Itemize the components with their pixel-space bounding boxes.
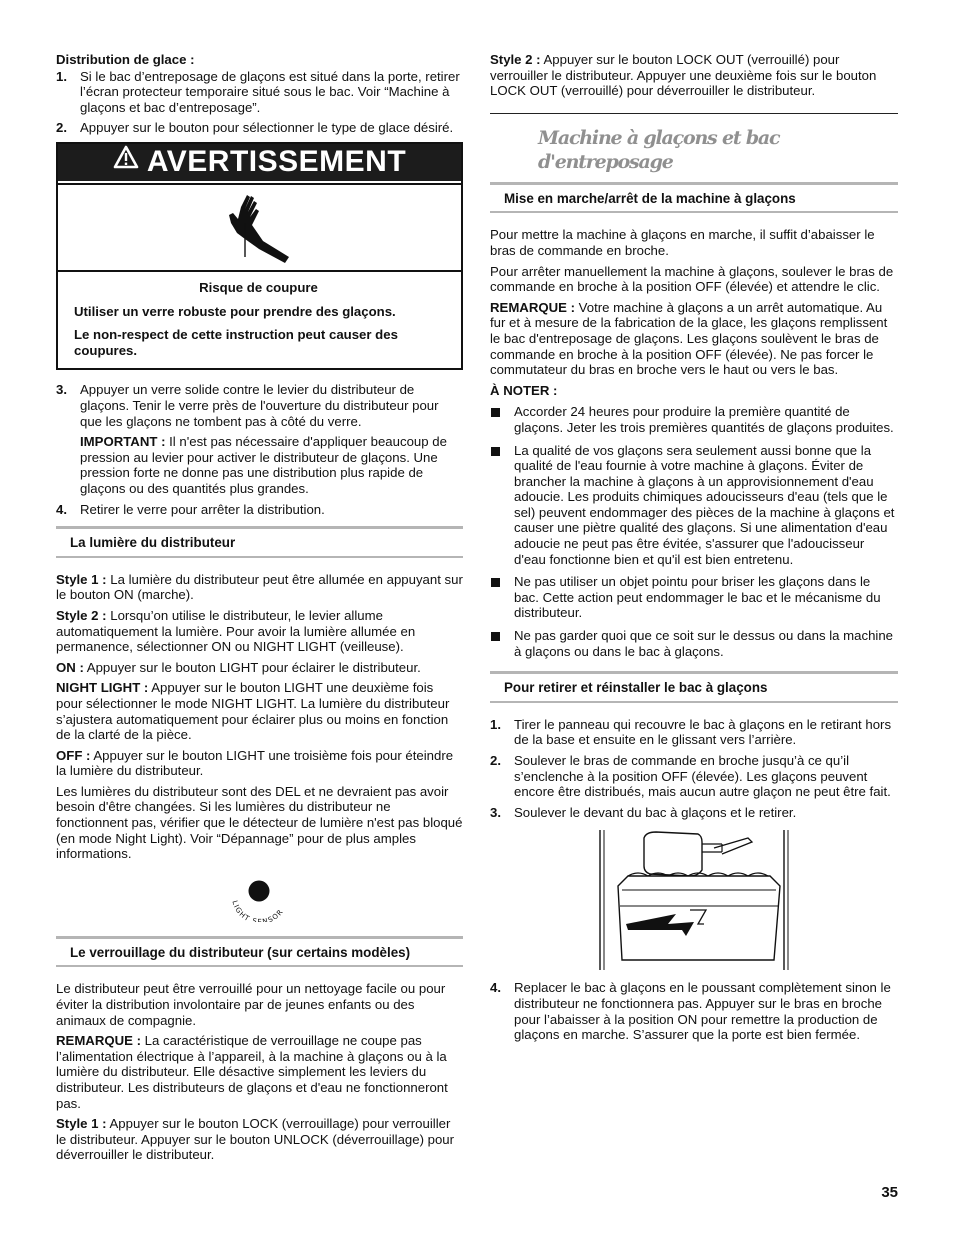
label: Style 2 : <box>490 52 541 67</box>
list-item <box>56 502 463 518</box>
paragraph <box>56 748 463 779</box>
important-note <box>80 434 463 496</box>
paragraph: Pour arrêter manuellement la machine à glaçons, soulever le bras de commande en broche à la position OFF (élevée) et attendre le clic. <box>490 263 894 295</box>
bullet-text: Ne pas utiliser un objet pointu pour briser les glaçons dans le bac. Cette action peut endommager le bac et le mécanisme du distributeur. <box>514 574 881 621</box>
list-item <box>490 574 898 621</box>
paragraph <box>56 572 463 603</box>
paragraph <box>56 608 463 655</box>
bullet-text: La qualité de vos glaçons sera seulement aussi bonne que la qualité de l'eau fournie à votre machine à glaçons. Éviter de brancher la machine à glaçons à un approvisionnement d'eau adoucie. Les produits chimiques adoucisseurs d'eau (tels que le sel) peuvent endommager des pièces de la machine à glaçons et causer une piètre qualité des glaçons. Si une alimentation d'eau adoucie ne peut pas être évitée, s'assurer que l'adoucisseur d'eau fonctionne bien et qu'il est bien entretenu. <box>514 442 895 567</box>
paragraph <box>56 1033 463 1111</box>
paragraph <box>56 660 463 676</box>
left-column <box>56 52 463 1168</box>
step-number: 2. <box>56 120 67 136</box>
onoff-section-title: Mise en marche/arrêt de la machine à glaçons <box>490 182 898 214</box>
step-number: 4. <box>56 501 67 517</box>
lock-section-title: Le verrouillage du distributeur (sur certains modèles) <box>56 936 463 968</box>
bullet-icon <box>491 578 500 587</box>
warning-risk: Risque de coupure <box>199 280 318 296</box>
paragraph <box>490 300 898 378</box>
warning-line-2: Le non-respect de cette instruction peut causer des coupures. <box>74 327 398 358</box>
paragraph <box>56 1116 463 1163</box>
label: REMARQUE : <box>490 299 575 315</box>
label: Style 1 : <box>56 1116 107 1132</box>
important-text: Il n'est pas nécessaire d'appliquer beaucoup de pression au levier pour activer le distributeur de glaçons. Une pression forte ne donne pas une distribution plus rapide de glaçons ou des quantités plus grandes. <box>80 434 447 496</box>
text: La lumière du distributeur peut être allumée en appuyant sur le bouton ON (marche). <box>56 571 463 603</box>
list-item <box>56 382 463 496</box>
svg-text:LIGHT SENSOR <box>230 899 285 921</box>
warning-body <box>58 272 461 368</box>
step-number: 1. <box>490 716 501 732</box>
warning-box <box>56 142 463 370</box>
right-column <box>490 52 898 1048</box>
divider <box>490 113 898 114</box>
label: REMARQUE : <box>56 1033 141 1049</box>
warning-title: AVERTISSEMENT <box>146 144 407 178</box>
remove-section-title: Pour retirer et réinstaller le bac à glaçons <box>490 671 898 703</box>
ice-bin-illustration <box>598 830 790 970</box>
light-sensor-figure <box>56 874 463 922</box>
hand-cut-icon <box>58 183 461 272</box>
list-item <box>490 753 898 800</box>
light-sensor-label: LIGHT SENSOR <box>230 899 286 922</box>
list-item <box>490 628 898 659</box>
lock-intro: Le distributeur peut être verrouillé pour un nettoyage facile ou pour éviter la distribution involontaire par de jeunes enfants ou des animaux de compagnie. <box>56 981 446 1028</box>
label: OFF : <box>56 747 91 763</box>
step-text: Appuyer sur le bouton pour sélectionner le type de glace désiré. <box>80 120 454 136</box>
icemaker-title: Machine à glaçons et bac d'entreposage <box>538 126 780 173</box>
label: NIGHT LIGHT : <box>56 680 149 696</box>
lock-style2 <box>490 52 898 99</box>
bullet-text: Ne pas garder quoi que ce soit sur le dessus ou dans la machine à glaçons ou dans le bac à glaçons. <box>514 628 893 659</box>
list-item <box>490 805 898 821</box>
text: La caractéristique de verrouillage ne coupe pas l’alimentation électrique à l’appareil, à la machine à glaçons ou à la lumière du distributeur. Elle désactive simplement les leviers du distributeur. Les distributeurs de glaçons et d'eau ne fonctionneront pas. <box>56 1033 448 1111</box>
step-text: Soulever le bras de commande en broche jusqu’à ce qu’il s’enclenche à la position OFF (élevée). Les glaçons peuvent encore être distribués, mais aucun autre glaçon ne peut être fait. <box>514 753 891 800</box>
list-item <box>56 120 463 136</box>
warning-line-1: Utiliser un verre robuste pour prendre des glaçons. <box>74 303 396 319</box>
list-item <box>490 443 898 568</box>
bullet-text: Accorder 24 heures pour produire la première quantité de glaçons. Jeter les trois premières quantités de glaçons produites. <box>514 404 894 435</box>
step-text: Si le bac d’entreposage de glaçons est situé dans la porte, retirer l’écran protecteur temporaire situé sous le bac. Voir “Machine à glaçons et bac d’entreposage”. <box>80 68 460 115</box>
step-text: Retirer le verre pour arrêter la distribution. <box>80 501 325 517</box>
text: Appuyer sur le bouton LOCK (verrouillage) pour verrouiller le distributeur. Appuyer sur le bouton UNLOCK (déverrouillage) pour déverrouiller le distributeur. <box>56 1116 455 1163</box>
paragraph: Pour mettre la machine à glaçons en marche, il suffit d’abaisser le bras de commande en broche. <box>490 227 875 258</box>
text: Appuyer sur le bouton LIGHT une deuxième fois pour sélectionner le mode NIGHT LIGHT. La lumière du distributeur s’ajustera automatiquement pour éclairer plus ou moins en fonction de la clarté de la pièce. <box>56 680 450 743</box>
bullet-icon <box>491 447 500 456</box>
list-item <box>490 404 898 435</box>
ice-dispense-heading: Distribution de glace : <box>56 52 195 67</box>
text: Appuyer sur le bouton LOCK OUT (verrouillé) pour verrouiller le distributeur. Appuyer une deuxième fois sur le bouton LOCK OUT (verrouillé) pour déverrouiller le distributeur. <box>490 52 877 99</box>
light-section-title: La lumière du distributeur <box>56 526 463 558</box>
list-item <box>490 980 898 1042</box>
list-item <box>56 69 463 116</box>
step-number: 3. <box>490 804 501 820</box>
note-label: À NOTER : <box>490 382 558 398</box>
text: Appuyer sur le bouton LIGHT une troisième fois pour éteindre la lumière du distributeur. <box>56 747 454 779</box>
bullet-icon <box>491 632 500 641</box>
led-paragraph: Les lumières du distributeur sont des DEL et ne devraient pas avoir besoin d'être changées. Si les lumières du distributeur ne fonctionnent pas, vérifier que le détecteur de lumière n'est pas bloqué (en mode Night Light). Voir “Dépannage” pour de plus amples informations. <box>56 783 463 862</box>
light-sensor-icon <box>249 880 270 901</box>
step-number: 3. <box>56 382 67 398</box>
step-text: Tirer le panneau qui recouvre le bac à glaçons en le retirant hors de la base et ensuite en le glissant vers l’arrière. <box>514 716 892 748</box>
warning-triangle-icon <box>113 142 139 178</box>
label: ON : <box>56 659 84 675</box>
warning-header <box>58 144 461 181</box>
important-label: IMPORTANT : <box>80 434 166 450</box>
text: Lorsqu’on utilise le distributeur, le levier allume automatiquement la lumière. Pour avoir la lumière allumée en permanence, sélectionner ON ou NIGHT LIGHT (veilleuse). <box>56 607 416 655</box>
label: Style 2 : <box>56 607 107 623</box>
list-item <box>490 717 898 748</box>
step-number: 4. <box>490 980 501 996</box>
step-text: Replacer le bac à glaçons en le poussant complètement sinon le distributeur ne fonctionnera pas. Appuyer sur le bras en broche pour l’abaisser à la position ON pour remettre la production de glaçons en marche. S’assurer que la porte est bien fermée. <box>514 980 891 1043</box>
step-number: 1. <box>56 68 67 84</box>
page-number: 35 <box>881 1184 898 1201</box>
paragraph <box>56 680 463 742</box>
bullet-icon <box>491 408 500 417</box>
text: Appuyer sur le bouton LIGHT pour éclairer le distributeur. <box>83 659 421 675</box>
step-text: Appuyer un verre solide contre le levier du distributeur de glaçons. Tenir le verre près de l'ouverture du distributeur pour que les glaçons ne tombent pas à côté du verre. <box>80 382 439 429</box>
step-text: Soulever le devant du bac à glaçons et le retirer. <box>514 804 797 820</box>
step-number: 2. <box>490 753 501 768</box>
text: Votre machine à glaçons a un arrêt automatique. Au fur et à mesure de la fabrication de la glace, les glaçons remplissent le bac d'entreposage de glaçons. Les glaçons soulèvent le bras de commande en broche à la position OFF (élevée). Ne pas forcer le commutateur du bras en broche vers le haut ou vers le bas. <box>490 299 888 378</box>
label: Style 1 : <box>56 571 107 587</box>
